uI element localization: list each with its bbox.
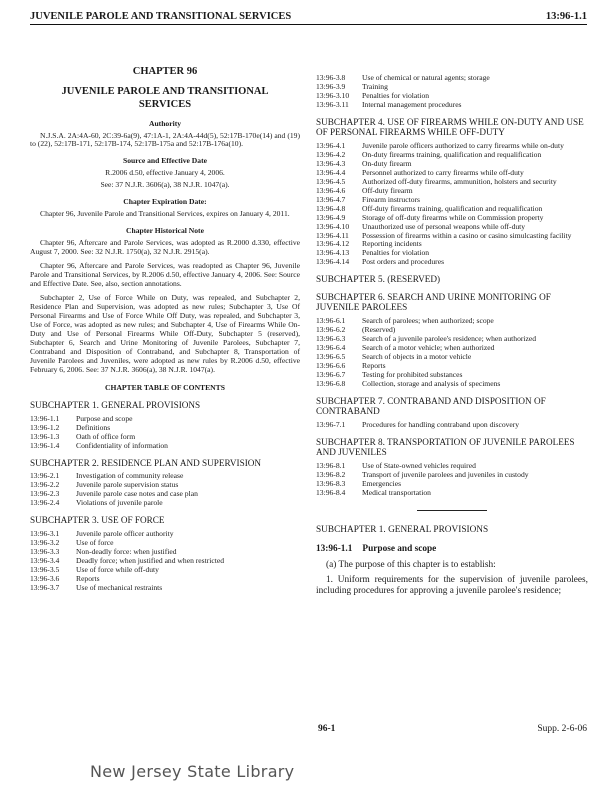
toc-list-sub2 (30, 472, 300, 508)
toc-entry-number: 13:96-4.10 (316, 221, 350, 231)
toc-entry-number: 13:96-1.2 (30, 422, 60, 432)
toc-entry-title: Penalties for violation (362, 248, 430, 258)
toc-entry-number: 13:96-6.2 (316, 325, 346, 334)
toc-entry-number: 13:96-8.2 (316, 469, 346, 479)
toc-entry-title: Purpose and scope (76, 414, 133, 424)
toc-entry-title: Authorized off-duty firearms, ammunition, holsters and security (362, 176, 557, 186)
left-column (30, 66, 300, 592)
toc-entry (30, 490, 300, 499)
toc-entry (316, 74, 588, 83)
toc-list-sub3 (30, 530, 300, 593)
toc-entry-title: Oath of office form (76, 431, 136, 441)
toc-entry (316, 489, 588, 498)
toc-entry-number: 13:96-6.4 (316, 342, 346, 352)
toc-entry-number: 13:96-2.1 (30, 471, 60, 481)
toc-entry-title: Juvenile parole supervision status (76, 480, 179, 490)
toc-list-sub1 (30, 415, 300, 451)
toc-entry-number: 13:96-6.7 (316, 369, 346, 379)
running-header (30, 6, 587, 25)
toc-entry (316, 101, 588, 110)
toc-entry-title: Reports (362, 360, 386, 370)
right-column (316, 74, 588, 602)
toc-entry (316, 240, 588, 249)
toc-entry-title: Search of objects in a motor vehicle (362, 351, 472, 361)
toc-entry-number: 13:96-3.5 (30, 564, 60, 574)
toc-entry-number: 13:96-1.1 (30, 414, 60, 424)
toc-entry-number: 13:96-4.4 (316, 167, 346, 177)
toc-entry (316, 83, 588, 92)
toc-entry-number: 13:96-4.11 (316, 230, 349, 240)
paragraph-a: (a) The purpose of this chapter is to establish: (326, 559, 496, 570)
toc-entry-number: 13:96-4.2 (316, 149, 346, 159)
toc-entry-title: Storage of off-duty firearms while on Commission property (362, 212, 544, 222)
toc-entry-title: Juvenile parole officer authority (76, 528, 174, 538)
toc-entry-title: Firearm instructors (362, 194, 420, 204)
toc-entry-number: 13:96-6.5 (316, 351, 346, 361)
toc-entry-title: Penalties for violation (362, 90, 430, 100)
supplement-date: Supp. 2-6-06 (537, 724, 587, 734)
toc-entry-number: 13:96-3.9 (316, 81, 346, 91)
toc-subchapter-8: SUBCHAPTER 8. TRANSPORTATION OF JUVENILE PAROLEES AND JUVENILES (316, 436, 575, 458)
expiration-heading: Chapter Expiration Date: (123, 197, 207, 207)
paragraph-1: 1. Uniform requirements for the supervision of juvenile parolees, including procedures for approving a juvenile parolee's residence; (316, 575, 588, 597)
toc-entry-title: Post orders and procedures (362, 257, 445, 267)
toc-entry-title: Search of a juvenile parolee's residence; when authorized (362, 333, 537, 343)
toc-entry (316, 258, 588, 267)
toc-entry-number: 13:96-3.3 (30, 546, 60, 556)
toc-entry-title: Reports (76, 573, 100, 583)
chapter-number: CHAPTER 96 (132, 66, 198, 77)
toc-entry (30, 584, 300, 593)
toc-entry-number: 13:96-4.6 (316, 185, 346, 195)
toc-entry (30, 575, 300, 584)
toc-entry-number: 13:96-4.13 (316, 248, 350, 258)
toc-entry-number: 13:96-3.4 (30, 555, 60, 565)
toc-entry-title: Emergencies (362, 478, 402, 488)
toc-entry-number: 13:96-4.1 (316, 140, 346, 150)
toc-entry (316, 249, 588, 258)
toc-subchapter-5: SUBCHAPTER 5. (RESERVED) (316, 274, 441, 285)
toc-subchapter-2: SUBCHAPTER 2. RESIDENCE PLAN AND SUPERVISION (30, 457, 262, 468)
toc-subchapter-4: SUBCHAPTER 4. USE OF FIREARMS WHILE ON-DUTY AND USE OF PERSONAL FIREARMS WHILE OFF-DUTY (316, 116, 584, 138)
toc-entry-number: 13:96-6.8 (316, 378, 346, 388)
toc-entry-number: 13:96-6.6 (316, 360, 346, 370)
toc-entry-number: 13:96-1.3 (30, 431, 60, 441)
toc-entry-number: 13:96-6.3 (316, 333, 346, 343)
toc-entry-title: Off-duty firearms training, qualification and requalification (362, 203, 543, 213)
toc-entry-number: 13:96-2.4 (30, 498, 60, 508)
header-section-number: 13:96-1.1 (545, 11, 587, 22)
toc-entry-title: Testing for prohibited substances (362, 369, 463, 379)
history-heading: Chapter Historical Note (126, 226, 204, 236)
toc-subchapter-1: SUBCHAPTER 1. GENERAL PROVISIONS (30, 400, 201, 411)
source-line-1: R.2006 d.50, effective January 4, 2006. (105, 168, 225, 178)
toc-entry-number: 13:96-3.8 (316, 73, 346, 82)
toc-entry-number: 13:96-6.1 (316, 316, 346, 326)
section-title: Purpose and scope (362, 543, 437, 554)
toc-entry-title: (Reserved) (362, 325, 396, 334)
toc-entry-number: 13:96-3.10 (316, 90, 350, 100)
toc-entry (316, 421, 588, 430)
body-subchapter-heading: SUBCHAPTER 1. GENERAL PROVISIONS (316, 524, 489, 535)
toc-entry-title: Investigation of community release (76, 471, 184, 481)
toc-entry-title: Use of mechanical restraints (76, 582, 163, 592)
toc-entry-title: Collection, storage and analysis of specimens (362, 378, 501, 388)
toc-entry (316, 471, 588, 480)
toc-entry (30, 499, 300, 508)
toc-entry-title: Non-deadly force: when justified (76, 546, 177, 556)
toc-list-sub3-cont (316, 74, 588, 110)
toc-entry-number: 13:96-7.1 (316, 419, 346, 429)
toc-entry-title: Training (362, 81, 388, 91)
history-paragraph-3: Subchapter 2, Use of Force While on Duty, was repealed, and Subchapter 2, Residence Plan and Supervision, was adopted as new rules; Subchapter 3, Use Of Personal Firearms and Use of Force While Off Duty, was repealed, and Subchapter 3, Use of Force, was adopted as new rules; and Subchapter 4, Use of Firearms While On-Duty and Use of Personal Firearms While Off-Duty, Subchapter 5 (reserved), Subchapter 6, Search and Urine Monitoring of Juvenile Parolees, Subchapter 7, Contraband and Disposition of Contraband, and Subchapter 8, Transportation of Juvenile Parolees and Juveniles, were adopted as new rules by R.2006 d.50, effective February 6, 2006. See: 37 N.J.R. 3606(a), 38 N.J.R. 1047(a). (30, 292, 300, 374)
toc-entry-number: 13:96-4.14 (316, 257, 350, 267)
source-heading: Source and Effective Date (122, 156, 207, 166)
toc-entry (316, 187, 588, 196)
toc-entry-title: Transport of juvenile parolees and juveniles in custody (362, 469, 529, 479)
toc-entry-title: Violations of juvenile parole (76, 498, 163, 508)
toc-entry (30, 415, 300, 424)
section-number: 13:96-1.1 (316, 543, 353, 554)
toc-entry (316, 232, 588, 241)
toc-entry-number: 13:96-2.2 (30, 480, 60, 490)
toc-entry (30, 442, 300, 451)
toc-entry-number: 13:96-4.8 (316, 203, 346, 213)
toc-entry-title: Use of chemical or natural agents; storage (362, 73, 490, 82)
toc-entry-number: 13:96-8.3 (316, 478, 346, 488)
toc-entry-number: 13:96-4.3 (316, 158, 346, 168)
toc-entry-number: 13:96-8.1 (316, 460, 346, 470)
toc-entry-title: On-duty firearm (362, 158, 412, 168)
toc-entry (316, 317, 588, 326)
toc-entry-title: Reporting incidents (362, 239, 422, 249)
toc-entry-title: Search of a motor vehicle; when authorized (362, 342, 495, 352)
toc-entry (316, 178, 588, 187)
page-number: 96-1 (318, 724, 336, 734)
toc-entry-number: 13:96-3.7 (30, 582, 60, 592)
toc-entry-number: 13:96-4.5 (316, 176, 346, 186)
toc-entry-number: 13:96-3.6 (30, 573, 60, 583)
toc-entry-title: Internal management procedures (362, 99, 462, 109)
toc-entry-title: Deadly force; when justified and when restricted (76, 555, 225, 565)
section-heading (316, 544, 588, 555)
header-title: JUVENILE PAROLE AND TRANSITIONAL SERVICES (30, 11, 292, 22)
toc-entry-title: Unauthorized use of personal weapons while off-duty (362, 221, 526, 231)
toc-entry-title: Off-duty firearm (362, 185, 413, 195)
toc-entry-title: Possession of firearms within a casino or casino simulcasting facility (362, 230, 572, 240)
toc-list-sub4 (316, 142, 588, 267)
toc-entry (30, 566, 300, 575)
toc-entry (316, 480, 588, 489)
toc-entry-number: 13:96-3.11 (316, 99, 349, 109)
toc-list-sub7 (316, 421, 588, 430)
history-paragraph-2: Chapter 96, Aftercare and Parole Services, was readopted as Chapter 96, Juvenile Parole and Transitional Services, by R.2006 d.50, effective January 4, 2006. See: Source and Effective Date. See, also, section annotations. (30, 261, 300, 288)
toc-entry-title: Definitions (76, 422, 111, 432)
toc-entry-title: Use of State-owned vehicles required (362, 460, 476, 470)
toc-entry (316, 353, 588, 362)
toc-list-sub6 (316, 317, 588, 389)
chapter-title: JUVENILE PAROLE AND TRANSITIONAL SERVICES (61, 86, 269, 110)
toc-entry (30, 530, 300, 539)
toc-subchapter-7: SUBCHAPTER 7. CONTRABAND AND DISPOSITION OF CONTRABAND (316, 395, 546, 417)
library-stamp: New Jersey State Library (90, 762, 295, 781)
toc-entry-number: 13:96-2.3 (30, 489, 60, 499)
toc-subchapter-3: SUBCHAPTER 3. USE OF FORCE (30, 515, 165, 526)
toc-entry-title: Personnel authorized to carry firearms while off-duty (362, 167, 524, 177)
authority-text: N.J.S.A. 2A:4A-60, 2C:39-6a(9), 47:1A-1, 2A:4A-44d(5), 52:17B-170e(14) and (19) to (22), 52:17B-171, 52:17B-174, 52:17B-175a and 52:17B-176a(10). (30, 130, 300, 149)
toc-entry-title: Juvenile parole officers authorized to carry firearms while on-duty (362, 140, 564, 150)
expiration-text: Chapter 96, Juvenile Parole and Transitional Services, expires on January 4, 2011. (40, 209, 290, 219)
toc-entry-number: 13:96-3.2 (30, 537, 60, 547)
toc-subchapter-6: SUBCHAPTER 6. SEARCH AND URINE MONITORING OF JUVENILE PAROLEES (316, 291, 551, 313)
toc-entry-title: Procedures for handling contraband upon discovery (362, 419, 520, 429)
toc-entry-number: 13:96-1.4 (30, 440, 60, 450)
toc-entry-title: Confidentiality of information (76, 440, 168, 450)
toc-entry (316, 151, 588, 160)
toc-entry-number: 13:96-3.1 (30, 528, 60, 538)
toc-entry-number: 13:96-8.4 (316, 487, 346, 497)
toc-list-sub8 (316, 462, 588, 498)
toc-entry-title: Use of force while off-duty (76, 564, 159, 574)
history-paragraph-1: Chapter 96, Aftercare and Parole Services, was adopted as R.2000 d.330, effective August 7, 2000. See: 32 N.J.R. 1750(a), 32 N.J.R. 2915(a). (30, 238, 300, 257)
toc-entry (30, 557, 300, 566)
toc-entry-title: Juvenile parole case notes and case plan (76, 489, 198, 499)
toc-entry-title: Use of force (76, 537, 114, 547)
toc-entry-number: 13:96-4.9 (316, 212, 346, 222)
toc-entry-title: On-duty firearms training, qualification and requalification (362, 149, 542, 159)
toc-entry (30, 424, 300, 433)
toc-entry-number: 13:96-4.12 (316, 239, 350, 249)
toc-entry (316, 380, 588, 389)
toc-entry-number: 13:96-4.7 (316, 194, 346, 204)
toc-heading: CHAPTER TABLE OF CONTENTS (105, 383, 225, 393)
toc-entry-title: Search of parolees; when authorized; scope (362, 316, 494, 326)
authority-heading: Authority (148, 118, 182, 128)
toc-entry-title: Medical transportation (362, 487, 431, 497)
source-line-2: See: 37 N.J.R. 3606(a), 38 N.J.R. 1047(a). (100, 180, 230, 190)
section-divider (417, 510, 487, 511)
